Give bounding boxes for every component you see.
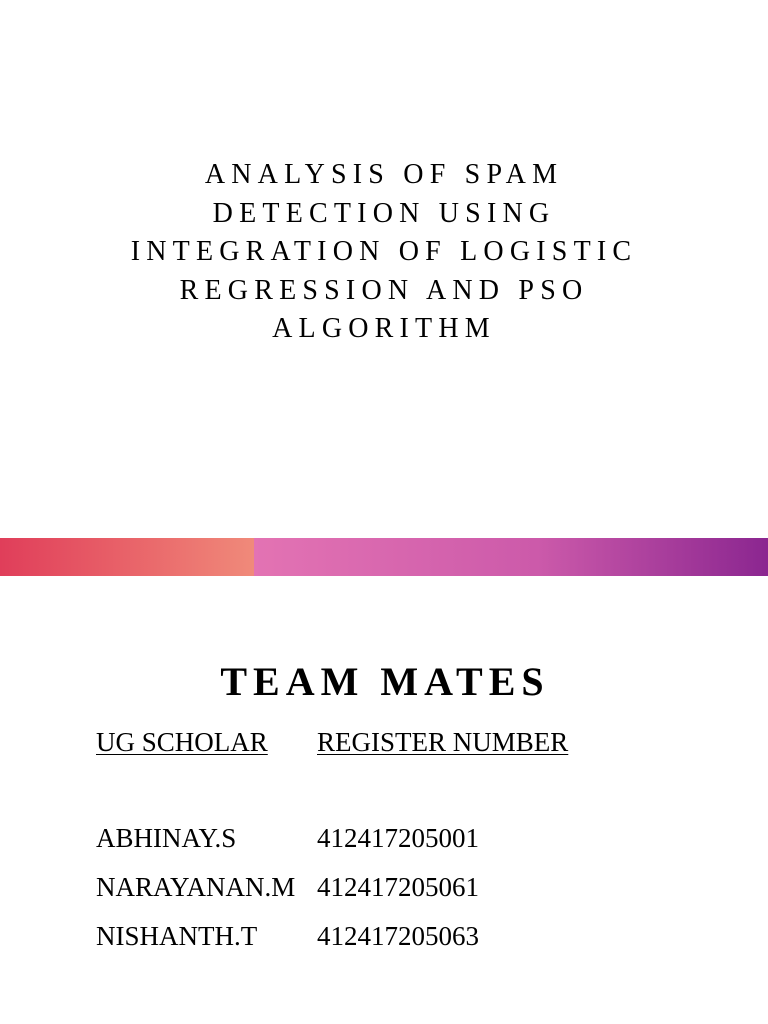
- band-segment-coral: [0, 538, 254, 576]
- title-line: ALGORITHM: [272, 313, 496, 344]
- title-line: REGRESSION AND PSO: [179, 274, 589, 306]
- team-heading: TEAM MATES: [220, 659, 550, 704]
- title-line: DETECTION USING: [212, 197, 556, 229]
- team-roster: [96, 724, 696, 967]
- member-name: NISHANTH.T: [96, 921, 258, 951]
- roster-row: [96, 918, 696, 967]
- member-register-number: 412417205001: [317, 823, 479, 853]
- member-name: NARAYANAN.M: [96, 872, 296, 902]
- decorative-color-band: [0, 538, 768, 576]
- column-header-register-number: REGISTER NUMBER: [317, 727, 569, 757]
- title-line: ANALYSIS OF SPAM: [204, 159, 564, 190]
- roster-row: [96, 820, 696, 869]
- member-register-number: 412417205061: [317, 872, 479, 902]
- column-header-ug-scholar: UG SCHOLAR: [96, 727, 268, 757]
- roster-row: [96, 869, 696, 918]
- roster-header-row: [96, 724, 696, 820]
- member-register-number: 412417205063: [317, 921, 479, 951]
- band-segment-magenta: [254, 538, 768, 576]
- slide-title: [0, 156, 768, 349]
- member-name: ABHINAY.S: [96, 823, 237, 853]
- title-line: INTEGRATION OF LOGISTIC: [130, 236, 638, 267]
